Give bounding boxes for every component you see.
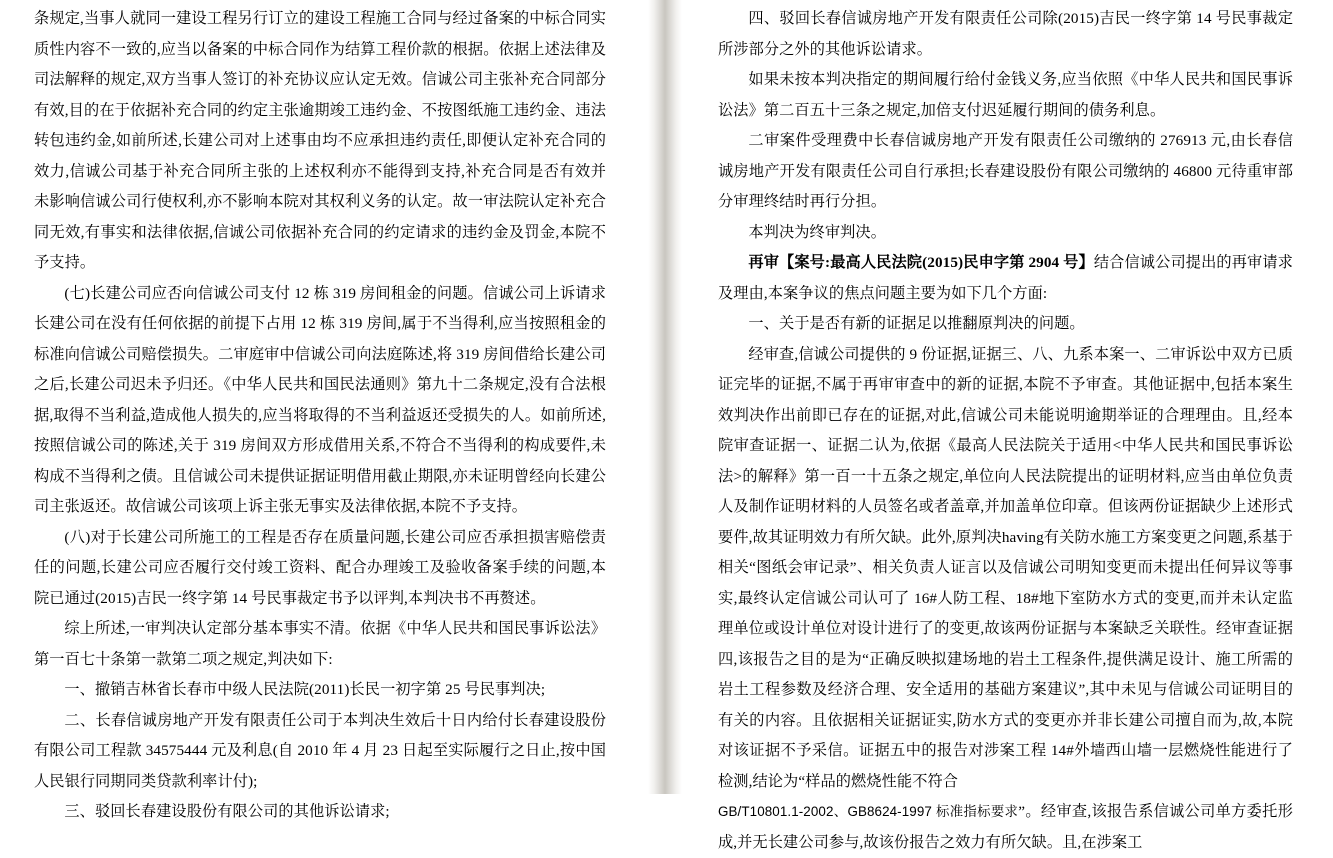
standard-reference: GB/T10801.1-2002、GB8624-1997 标准指标要求: [718, 804, 1019, 819]
retrial-text: 结合信诚公司提出的再审请求及理由,本案争议的焦点问题主要为如下几个方面:: [718, 254, 1293, 302]
paragraph-continuation: ”。经审查,该报告系信诚公司单方委托形成,并无长建公司参与,故该份报告之效力有所欠缺。且,在涉案工: [718, 803, 1293, 851]
paragraph-retrial-heading: [718, 248, 1293, 309]
paragraph-standards: [718, 797, 1293, 858]
paragraph: 一、关于是否有新的证据足以推翻原判决的问题。: [748, 315, 1085, 332]
paragraph: 综上所述,一审判决认定部分基本事实不清。依据《中华人民共和国民事诉讼法》第一百七十条第一款第二项之规定,判决如下:: [34, 620, 606, 668]
page-gutter: [648, 0, 682, 794]
paragraph: (七)长建公司应否向信诚公司支付 12 栋 319 房间租金的问题。信诚公司上诉请求长建公司在没有任何依据的前提下占用 12 栋 319 房间,属于不当得利,应当按照租金的标准向信诚公司赔偿损失。二审庭审中信诚公司向法庭陈述,将 319 房间借给长建公司之后,长建公司迟未予归还。《中华人民共和国民法通则》第九十二条规定,没有合法根据,取得不当利益,造成他人损失的,应当将取得的不当利益返还受损失的人。如前所述,按照信诚公司的陈述,关于 319 房间双方形成借用关系,不符合不当得利的构成要件,未构成不当得利之债。且信诚公司未提供证据证明借用截止期限,亦未证明曾经向长建公司主张返还。故信诚公司该项上诉主张无事实及法律依据,本院不予支持。: [34, 284, 606, 515]
paragraph: (八)对于长建公司所施工的工程是否存在质量问题,长建公司应否承担损害赔偿责任的问题,长建公司应否履行交付竣工资料、配合办理竣工及验收备案手续的问题,本院已通过(2015)吉民一终字第 14 号民事裁定书予以评判,本判决书不再赘述。: [34, 528, 606, 607]
paragraph: 经审查,信诚公司提供的 9 份证据,证据三、八、九系本案一、二审诉讼中双方已质证完毕的证据,不属于再审审查中的新的证据,本院不予审查。其他证据中,包括本案生效判决作出前即已存在的证据,对此,信诚公司未能说明逾期举证的合理理由。且,经本院审查证据一、证据二认为,依据《最高人民法院关于适用<中华人民共和国民事诉讼法>的解释》第一百一十五条之规定,单位向人民法院提出的证明材料,应当由单位负责人及制作证明材料的人员签名或者盖章,并加盖单位印章。但该两份证据缺少上述形式要件,故其证明效力有所欠缺。此外,原判决having有关防水施工方案变更之问题,系基于相关“图纸会审记录”、相关负责人证言以及信诚公司明知变更而未提出任何异议等事实,最终认定信诚公司认可了 16#人防工程、18#地下室防水方式的变更,而并未认定监理单位或设计单位对设计进行了的变更,故该两份证据与本案缺乏关联性。经审查证据四,该报告之目的是为“正确反映拟建场地的岩土工程条件,提供满足设计、施工所需的岩土工程参数及经济合理、安全适用的基础方案建议”,其中未见与信诚公司证明目的有关的内容。且依据相关证据证实,防水方式的变更亦并非长建公司擅自而为,故,本院对该证据不予采信。证据五中的报告对涉案工程 14#外墙西山墙一层燃烧性能进行了检测,结论为“样品的燃烧性能不符合: [718, 345, 1293, 790]
paragraph: 一、撤销吉林省长春市中级人民法院(2011)长民一初字第 25 号民事判决;: [64, 681, 546, 698]
paragraph: 二审案件受理费中长春信诚房地产开发有限责任公司缴纳的 276913 元,由长春信诚房地产开发有限责任公司自行承担;长春建设股份有限公司缴纳的 46800 元待重审部分审理终结时再行分担。: [718, 132, 1293, 210]
paragraph: 二、长春信诚房地产开发有限责任公司于本判决生效后十日内给付长春建设股份有限公司工程款 34575444 元及利息(自 2010 年 4 月 23 日起至实际履行之日止,按中国人民银行同期同类贷款利率计付);: [34, 711, 606, 790]
paragraph: 如果未按本判决指定的期间履行给付金钱义务,应当依照《中华人民共和国民事诉讼法》第二百五十三条之规定,加倍支付迟延履行期间的债务利息。: [718, 71, 1293, 119]
paragraph: 四、驳回长春信诚房地产开发有限责任公司除(2015)吉民一终字第 14 号民事裁定所涉部分之外的其他诉讼请求。: [718, 10, 1293, 58]
paragraph: 条规定,当事人就同一建设工程另行订立的建设工程施工合同与经过备案的中标合同实质性内容不一致的,应当以备案的中标合同作为结算工程价款的根据。依据上述法律及司法解释的规定,双方当事人签订的补充协议应认定无效。信诚公司主张补充合同部分有效,目的在于依据补充合同的约定主张逾期竣工违约金、不按图纸施工违约金、违法转包违约金,如前所述,长建公司对上述事由均不应承担违约责任,即便认定补充合同的效力,信诚公司基于补充合同所主张的上述权利亦不能得到支持,补充合同是否有效并未影响信诚公司行使权利,亦不影响本院对其权利义务的认定。故一审法院认定补充合同无效,有事实和法律依据,信诚公司依据补充合同的约定请求的违约金及罚金,本院不予支持。: [34, 10, 606, 271]
retrial-case-number: 再审【案号:最高人民法院(2015)民申字第 2904 号】: [748, 254, 1094, 271]
paragraph: 本判决为终审判决。: [748, 223, 886, 241]
left-page: [0, 0, 648, 820]
paragraph: 三、驳回长春建设股份有限公司的其他诉讼请求;: [64, 803, 390, 820]
right-page: [682, 0, 1333, 851]
